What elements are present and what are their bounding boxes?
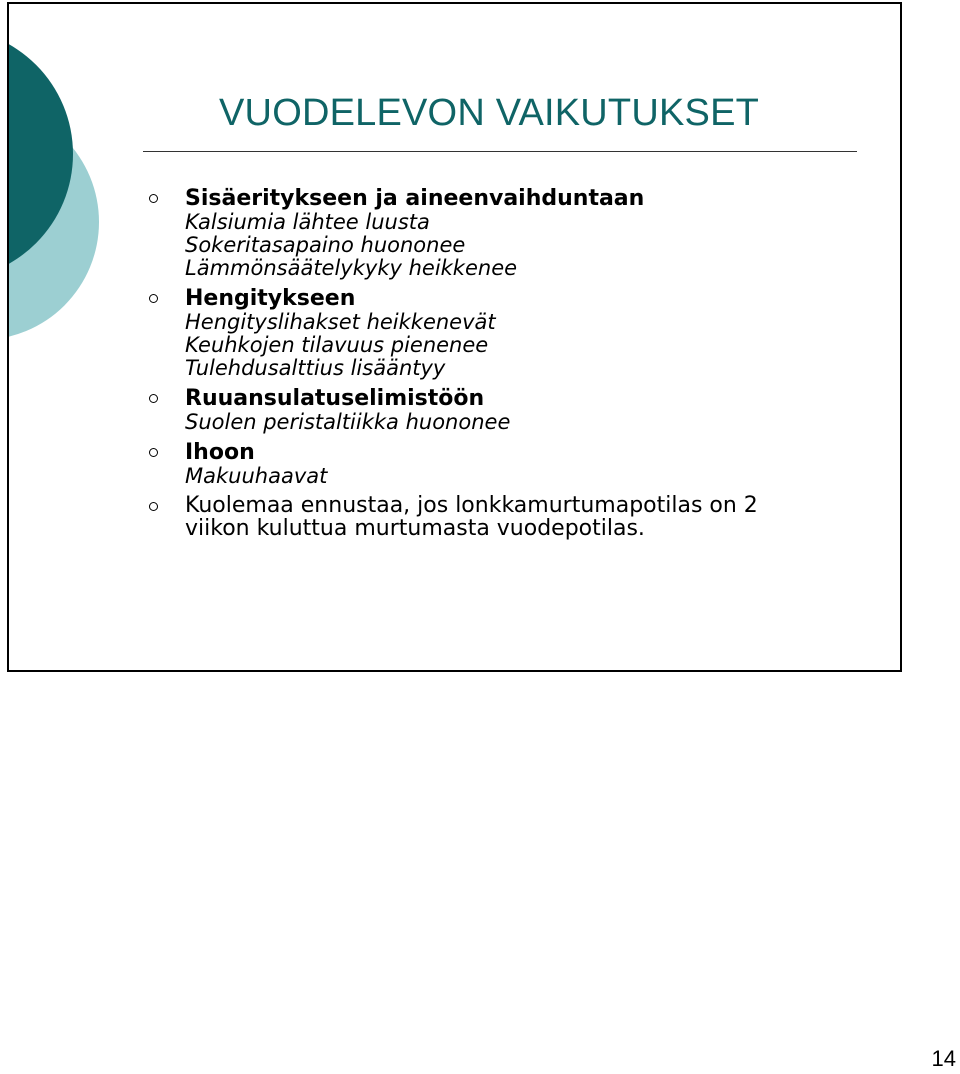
- slide-title: VUODELEVON VAIKUTUKSET: [219, 92, 760, 134]
- bullet-heading: Ruuansulatuselimistöön: [185, 386, 485, 411]
- slide: [7, 2, 902, 672]
- bullet-heading: Ihoon: [185, 440, 255, 465]
- decorative-circles: [9, 4, 119, 364]
- bullet-item-digestion: [139, 386, 879, 434]
- bullet-icon: [149, 502, 158, 511]
- bullet-subitem: Makuuhaavat: [185, 464, 328, 488]
- bullet-subitem: Keuhkojen tilavuus pienenee: [185, 333, 489, 357]
- bullet-subitem: Kalsiumia lähtee luusta: [185, 210, 430, 234]
- bullet-heading: Sisäeritykseen ja aineenvaihduntaan: [185, 186, 645, 211]
- bullet-subitem: Lämmönsäätelykyky heikkenee: [185, 256, 518, 280]
- bullet-subitem: Hengityslihakset heikkenevät: [185, 310, 496, 334]
- bullet-text-line: viikon kuluttua murtumasta vuodepotilas.: [185, 516, 645, 541]
- bullet-item-endocrine: [139, 186, 879, 280]
- bullet-text-line: Kuolemaa ennustaa, jos lonkkamurtumapotilas on 2: [185, 493, 758, 518]
- bullet-heading: Hengitykseen: [185, 286, 356, 311]
- bullet-item-respiration: [139, 286, 879, 380]
- bullet-icon: [149, 294, 158, 303]
- title-divider: [143, 151, 857, 152]
- bullet-icon: [149, 194, 158, 203]
- bullet-item-mortality: [139, 494, 879, 540]
- bullet-subitem: Suolen peristaltiikka huononee: [185, 410, 511, 434]
- page-number: 14: [931, 1046, 956, 1071]
- bullet-item-skin: [139, 440, 879, 488]
- bullet-subitem: Sokeritasapaino huononee: [185, 233, 466, 257]
- bullet-list: [139, 186, 879, 546]
- bullet-icon: [149, 448, 158, 457]
- bullet-subitem: Tulehdusalttius lisääntyy: [185, 356, 446, 380]
- bullet-icon: [149, 394, 158, 403]
